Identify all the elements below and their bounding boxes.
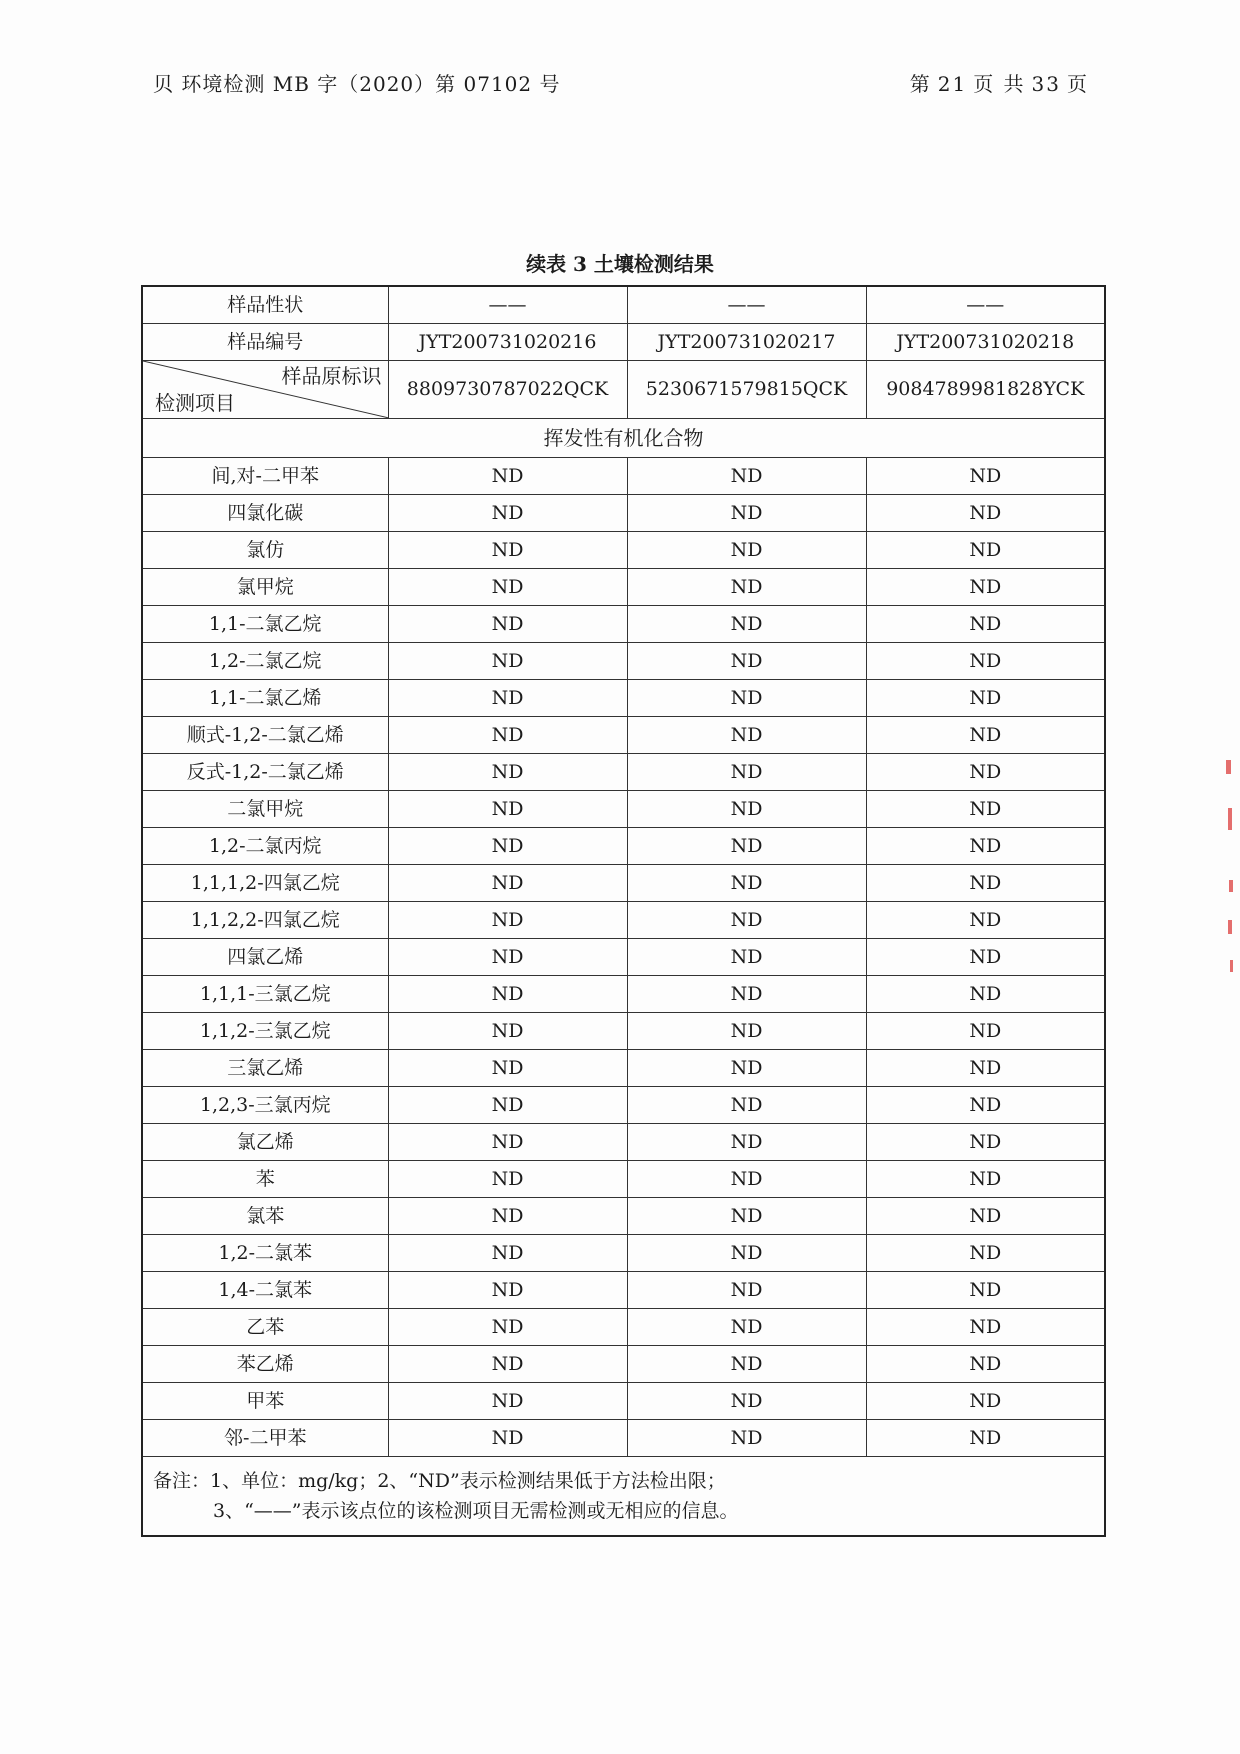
table-row bbox=[142, 828, 1105, 865]
result-value: ND bbox=[866, 495, 1105, 532]
page-indicator bbox=[910, 68, 1095, 97]
sample-code-value: JYT200731020216 bbox=[388, 324, 627, 361]
table-row bbox=[142, 754, 1105, 791]
result-value: ND bbox=[627, 495, 866, 532]
result-value: ND bbox=[388, 754, 627, 791]
original-id-value: 5230671579815QCK bbox=[627, 361, 866, 419]
scan-edge-mark bbox=[1230, 960, 1233, 972]
result-value: ND bbox=[627, 1272, 866, 1309]
result-value: ND bbox=[866, 754, 1105, 791]
result-value: ND bbox=[627, 976, 866, 1013]
test-item-name: 氯甲烷 bbox=[142, 569, 388, 606]
table-row bbox=[142, 1161, 1105, 1198]
table-row bbox=[142, 1013, 1105, 1050]
diagonal-header-cell bbox=[142, 361, 388, 419]
result-value: ND bbox=[388, 1272, 627, 1309]
result-value: ND bbox=[627, 643, 866, 680]
result-value: ND bbox=[627, 458, 866, 495]
notes-cell bbox=[142, 1457, 1105, 1537]
result-value: ND bbox=[627, 1161, 866, 1198]
table-row bbox=[142, 939, 1105, 976]
result-value: ND bbox=[627, 902, 866, 939]
table-row bbox=[142, 1346, 1105, 1383]
result-value: ND bbox=[627, 569, 866, 606]
table-row bbox=[142, 865, 1105, 902]
sample-state-value: —— bbox=[866, 286, 1105, 324]
test-item-name: 甲苯 bbox=[142, 1383, 388, 1420]
test-item-name: 1,1,2,2-四氯乙烷 bbox=[142, 902, 388, 939]
table-row bbox=[142, 1087, 1105, 1124]
result-value: ND bbox=[627, 1198, 866, 1235]
result-value: ND bbox=[388, 791, 627, 828]
table-row bbox=[142, 1124, 1105, 1161]
result-value: ND bbox=[388, 1124, 627, 1161]
result-value: ND bbox=[627, 1383, 866, 1420]
table-row bbox=[142, 532, 1105, 569]
page-total: 33 bbox=[1031, 72, 1061, 96]
result-value: ND bbox=[627, 1050, 866, 1087]
sample-state-value: —— bbox=[627, 286, 866, 324]
scan-edge-mark bbox=[1226, 760, 1231, 774]
table-row bbox=[142, 902, 1105, 939]
page-prefix: 第 bbox=[909, 72, 932, 96]
table-row bbox=[142, 1272, 1105, 1309]
table-row bbox=[142, 458, 1105, 495]
section-title: 挥发性有机化合物 bbox=[142, 419, 1105, 458]
test-item-name: 1,2,3-三氯丙烷 bbox=[142, 1087, 388, 1124]
test-item-name: 1,1,1,2-四氯乙烷 bbox=[142, 865, 388, 902]
result-value: ND bbox=[866, 791, 1105, 828]
result-value: ND bbox=[866, 1013, 1105, 1050]
soil-results-table bbox=[141, 285, 1106, 1537]
result-value: ND bbox=[627, 1235, 866, 1272]
result-value: ND bbox=[388, 1235, 627, 1272]
result-value: ND bbox=[866, 532, 1105, 569]
result-value: ND bbox=[627, 1309, 866, 1346]
original-id-value: 8809730787022QCK bbox=[388, 361, 627, 419]
test-item-name: 氯苯 bbox=[142, 1198, 388, 1235]
row-sample-code bbox=[142, 324, 1105, 361]
sample-code-value: JYT200731020218 bbox=[866, 324, 1105, 361]
result-value: ND bbox=[866, 976, 1105, 1013]
sample-code-label: 样品编号 bbox=[142, 324, 388, 361]
sample-state-label: 样品性状 bbox=[142, 286, 388, 324]
test-item-name: 1,1,1-三氯乙烷 bbox=[142, 976, 388, 1013]
result-value: ND bbox=[627, 939, 866, 976]
scan-edge-mark bbox=[1228, 920, 1232, 934]
table-row bbox=[142, 680, 1105, 717]
result-value: ND bbox=[866, 1420, 1105, 1457]
result-value: ND bbox=[388, 1087, 627, 1124]
test-item-name: 1,1-二氯乙烷 bbox=[142, 606, 388, 643]
result-value: ND bbox=[627, 1013, 866, 1050]
row-sample-state bbox=[142, 286, 1105, 324]
report-number: 贝 环境检测 MB 字（2020）第 07102 号 bbox=[153, 72, 561, 96]
test-item-name: 反式-1,2-二氯乙烯 bbox=[142, 754, 388, 791]
test-item-name: 间,对-二甲苯 bbox=[142, 458, 388, 495]
result-value: ND bbox=[866, 1124, 1105, 1161]
notes-row bbox=[142, 1457, 1105, 1537]
result-value: ND bbox=[388, 606, 627, 643]
test-item-label: 检测项目 bbox=[155, 391, 235, 415]
table-row bbox=[142, 1235, 1105, 1272]
result-value: ND bbox=[866, 1383, 1105, 1420]
page-mid: 页 共 bbox=[973, 72, 1026, 96]
result-value: ND bbox=[388, 680, 627, 717]
row-original-id bbox=[142, 361, 1105, 419]
table-row bbox=[142, 495, 1105, 532]
result-value: ND bbox=[388, 495, 627, 532]
test-item-name: 邻-二甲苯 bbox=[142, 1420, 388, 1457]
result-value: ND bbox=[627, 1087, 866, 1124]
table-caption: 续表 3 土壤检测结果 bbox=[526, 252, 714, 276]
table-row bbox=[142, 1050, 1105, 1087]
table-row bbox=[142, 791, 1105, 828]
test-item-name: 苯 bbox=[142, 1161, 388, 1198]
table-row bbox=[142, 1420, 1105, 1457]
result-value: ND bbox=[866, 939, 1105, 976]
result-value: ND bbox=[388, 1013, 627, 1050]
result-value: ND bbox=[627, 791, 866, 828]
table-row bbox=[142, 1383, 1105, 1420]
test-item-name: 1,1-二氯乙烯 bbox=[142, 680, 388, 717]
result-value: ND bbox=[866, 1272, 1105, 1309]
result-value: ND bbox=[627, 754, 866, 791]
result-value: ND bbox=[388, 1198, 627, 1235]
table-row bbox=[142, 606, 1105, 643]
result-value: ND bbox=[866, 458, 1105, 495]
result-value: ND bbox=[866, 643, 1105, 680]
result-value: ND bbox=[627, 532, 866, 569]
result-value: ND bbox=[627, 717, 866, 754]
test-item-name: 四氯化碳 bbox=[142, 495, 388, 532]
result-value: ND bbox=[866, 1309, 1105, 1346]
result-value: ND bbox=[388, 569, 627, 606]
result-value: ND bbox=[866, 828, 1105, 865]
section-row bbox=[142, 419, 1105, 458]
result-value: ND bbox=[866, 569, 1105, 606]
result-value: ND bbox=[866, 717, 1105, 754]
result-value: ND bbox=[388, 865, 627, 902]
table-row bbox=[142, 976, 1105, 1013]
result-value: ND bbox=[627, 865, 866, 902]
result-value: ND bbox=[388, 717, 627, 754]
result-value: ND bbox=[866, 1161, 1105, 1198]
result-value: ND bbox=[388, 1346, 627, 1383]
table-row bbox=[142, 1309, 1105, 1346]
result-value: ND bbox=[866, 680, 1105, 717]
result-value: ND bbox=[627, 1124, 866, 1161]
table-row bbox=[142, 717, 1105, 754]
original-id-value: 9084789981828YCK bbox=[866, 361, 1105, 419]
result-value: ND bbox=[388, 643, 627, 680]
test-item-name: 1,4-二氯苯 bbox=[142, 1272, 388, 1309]
result-value: ND bbox=[388, 828, 627, 865]
result-value: ND bbox=[866, 1050, 1105, 1087]
test-item-name: 1,2-二氯丙烷 bbox=[142, 828, 388, 865]
result-value: ND bbox=[627, 680, 866, 717]
result-value: ND bbox=[388, 1420, 627, 1457]
table-row bbox=[142, 569, 1105, 606]
result-value: ND bbox=[866, 1346, 1105, 1383]
result-value: ND bbox=[866, 1198, 1105, 1235]
result-value: ND bbox=[627, 606, 866, 643]
result-value: ND bbox=[388, 976, 627, 1013]
result-value: ND bbox=[388, 458, 627, 495]
test-item-name: 四氯乙烯 bbox=[142, 939, 388, 976]
result-value: ND bbox=[866, 902, 1105, 939]
note-line: 3、“——”表示该点位的该检测项目无需检测或无相应的信息。 bbox=[213, 1500, 739, 1522]
note-line: 备注：1、单位：mg/kg；2、“ND”表示检测结果低于方法检出限； bbox=[153, 1469, 726, 1492]
result-value: ND bbox=[388, 902, 627, 939]
test-item-name: 乙苯 bbox=[142, 1309, 388, 1346]
test-item-name: 三氯乙烯 bbox=[142, 1050, 388, 1087]
table-row bbox=[142, 1198, 1105, 1235]
test-item-name: 二氯甲烷 bbox=[142, 791, 388, 828]
test-item-name: 1,1,2-三氯乙烷 bbox=[142, 1013, 388, 1050]
scan-edge-mark bbox=[1228, 808, 1232, 830]
test-item-name: 苯乙烯 bbox=[142, 1346, 388, 1383]
page-suffix: 页 bbox=[1067, 72, 1089, 96]
sample-state-value: —— bbox=[388, 286, 627, 324]
test-item-name: 氯仿 bbox=[142, 532, 388, 569]
result-value: ND bbox=[627, 1420, 866, 1457]
test-item-name: 1,2-二氯乙烷 bbox=[142, 643, 388, 680]
result-value: ND bbox=[866, 865, 1105, 902]
result-value: ND bbox=[388, 1161, 627, 1198]
page-current: 21 bbox=[937, 72, 968, 96]
test-item-name: 1,2-二氯苯 bbox=[142, 1235, 388, 1272]
result-value: ND bbox=[388, 1383, 627, 1420]
result-value: ND bbox=[866, 1235, 1105, 1272]
result-value: ND bbox=[627, 828, 866, 865]
original-id-label: 样品原标识 bbox=[281, 364, 382, 388]
test-item-name: 顺式-1,2-二氯乙烯 bbox=[142, 717, 388, 754]
result-value: ND bbox=[866, 606, 1105, 643]
result-value: ND bbox=[388, 1309, 627, 1346]
result-value: ND bbox=[388, 939, 627, 976]
table-row bbox=[142, 643, 1105, 680]
scan-edge-mark bbox=[1229, 880, 1233, 892]
test-item-name: 氯乙烯 bbox=[142, 1124, 388, 1161]
result-value: ND bbox=[627, 1346, 866, 1383]
sample-code-value: JYT200731020217 bbox=[627, 324, 866, 361]
result-value: ND bbox=[388, 1050, 627, 1087]
result-value: ND bbox=[388, 532, 627, 569]
result-value: ND bbox=[866, 1087, 1105, 1124]
